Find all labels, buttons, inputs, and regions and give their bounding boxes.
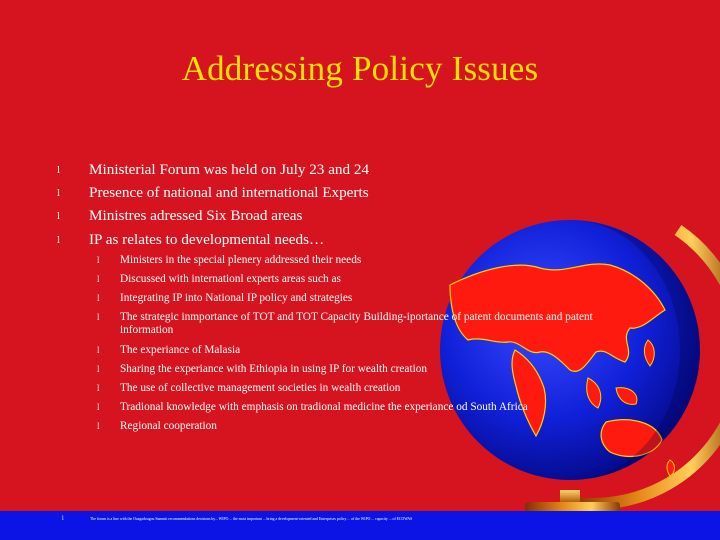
sub-bullet-text: Sharing the experiance with Ethiopia in using IP for wealth creation [120, 363, 428, 375]
sub-bullet-text: Integrating IP into National IP policy and strategies [120, 292, 353, 304]
main-bullet-text: IP as relates to developmental needs… [89, 231, 325, 248]
sub-bullet-text: The use of collective management societies in wealth creation [120, 382, 401, 394]
bullet-dot-icon: l [97, 293, 100, 303]
sub-bullet-text: Tradional knowledge with emphasis on tradional medicine the experiance od South Africa [120, 401, 528, 413]
sub-bullet-text: Regional cooperation [120, 420, 217, 432]
bullet-dot-icon: l [97, 383, 100, 393]
bullet-dot-icon: l [57, 210, 61, 222]
bullet-dot-icon: l [57, 234, 61, 246]
bullet-dot-icon: l [57, 164, 61, 176]
bullet-dot-icon: l [97, 421, 100, 431]
bullet-dot-icon: l [97, 274, 100, 284]
bullet-dot-icon: l [62, 516, 64, 522]
sub-bullet-text: Discussed with internationl experts areas such as [120, 273, 341, 285]
bullet-dot-icon: l [97, 312, 100, 322]
main-bullet-text: Presence of national and international Experts [89, 184, 369, 201]
bullet-dot-icon: l [97, 345, 100, 355]
bullet-dot-icon: l [97, 255, 100, 265]
slide-title: Addressing Policy Issues [181, 49, 539, 88]
footnote: The forum is a line with the Ouagadougou Summit recommendations decisions by... WIPO ... the most important ... bring a development-oriented and Enterprises policy ... of the WIPO ... capacity ... of ECOWAS [90, 517, 413, 521]
sub-bullet-text: The strategic inmportance of TOT and TOT Capacity Building-iportance of patent documents and patent information [120, 311, 593, 336]
sub-bullet-text: The experiance of Malasia [120, 344, 241, 356]
bullet-dot-icon: l [97, 402, 100, 412]
sub-bullet-text: Ministers in the special plenery addressed their needs [120, 254, 362, 266]
bullet-dot-icon: l [57, 187, 61, 199]
main-bullet-text: Ministres adressed Six Broad areas [89, 207, 303, 224]
footer-bar [0, 511, 720, 540]
bullet-dot-icon: l [97, 364, 100, 374]
main-bullet-text: Ministerial Forum was held on July 23 and 24 [89, 161, 370, 178]
